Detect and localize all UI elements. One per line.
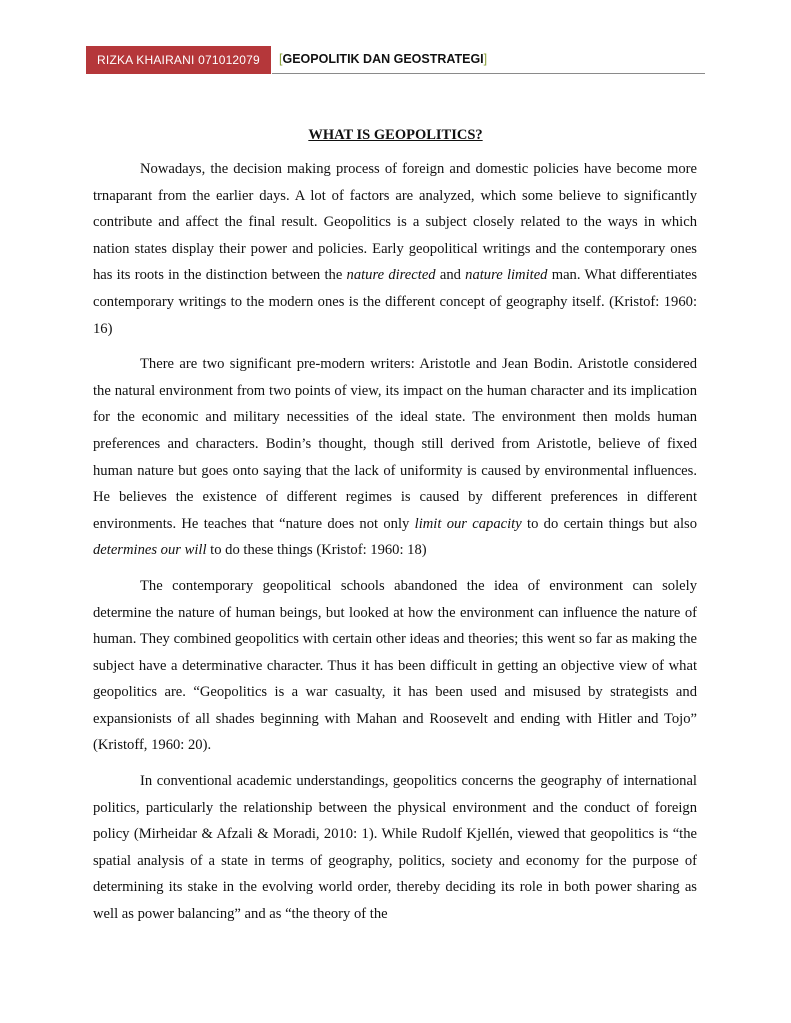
paragraph-2-italic-b: determines our will	[93, 542, 207, 559]
page-header	[86, 46, 705, 76]
paragraph-1-italic-a: nature directed	[346, 267, 436, 284]
paragraph-2	[93, 351, 697, 564]
paragraph-2-text-c: to do these things (Kristof: 1960: 18)	[206, 542, 427, 559]
document-title	[279, 52, 487, 66]
paragraph-2-text-b: to do certain things but also	[521, 515, 698, 532]
section-heading: WHAT IS GEOPOLITICS?	[308, 127, 483, 143]
paragraph-1-text-a: Nowadays, the decision making process of foreign and domestic policies have become more trnaparant from the earlier days. A lot of factors are analyzed, which some believe to significantly contribute and affect the final result. Geopolitics is a subject closely related to the ways in which nation states display their power and policies. Early geopolitical writings and the contemporary ones has its roots in the distinction between the	[93, 161, 697, 284]
bracket-open: [	[279, 52, 283, 66]
paragraph-1	[93, 156, 697, 342]
bracket-close: ]	[483, 52, 488, 66]
paragraph-1-italic-b: nature limited	[465, 267, 548, 284]
paragraph-2-italic-a: limit our capacity	[414, 515, 522, 532]
author-badge: RIZKA KHAIRANI 071012079	[86, 46, 271, 74]
paragraph-1-text-c: man. What differentiates contemporary writings to the modern ones is the different concept of geography itself. (Kristof: 1960: 16)	[93, 267, 698, 337]
paragraph-3: The contemporary geopolitical schools abandoned the idea of environment can solely determine the nature of human beings, but looked at how the environment can influence the nature of human. They combined geopolitics with certain other ideas and theories; this went so far as making the subject have a determinative character. Thus it has been difficult in getting an objective view of what geopolitics are. “Geopolitics is a war casualty, it has been used and misused by strategists and expansionists of all shades beginning with Mahan and Roosevelt and ending with Hitler and Tojo” (Kristoff, 1960: 20).	[93, 577, 697, 754]
paragraph-1-text-b: and	[435, 267, 466, 284]
paragraph-2-text-a: There are two significant pre-modern writers: Aristotle and Jean Bodin. Aristotle considered the natural environment from two points of view, its impact on the human character and its implication for the economic and military necessities of the ideal state. The environment then molds human preferences and characters. Bodin’s thought, though still derived from Aristotle, believe of fixed human nature but goes onto saying that the lack of uniformity is caused by environmental influences. He believes the existence of different regimes is caused by different preferences in different environments. He teaches that “nature does not only	[93, 356, 697, 532]
body-text	[93, 156, 697, 937]
header-divider	[272, 73, 705, 74]
document-title-text: GEOPOLITIK DAN GEOSTRATEGI	[282, 52, 484, 66]
paragraph-4: In conventional academic understandings, geopolitics concerns the geography of international politics, particularly the relationship between the physical environment and the conduct of foreign policy (Mirheidar & Afzali & Moradi, 2010: 1). While Rudolf Kjellén, viewed that geopolitics is “the spatial analysis of a state in terms of geography, politics, society and economy for the purpose of determining its stake in the evolving world order, thereby deciding its role in both power sharing as well as power balancing” and as “the theory of the	[93, 773, 697, 923]
